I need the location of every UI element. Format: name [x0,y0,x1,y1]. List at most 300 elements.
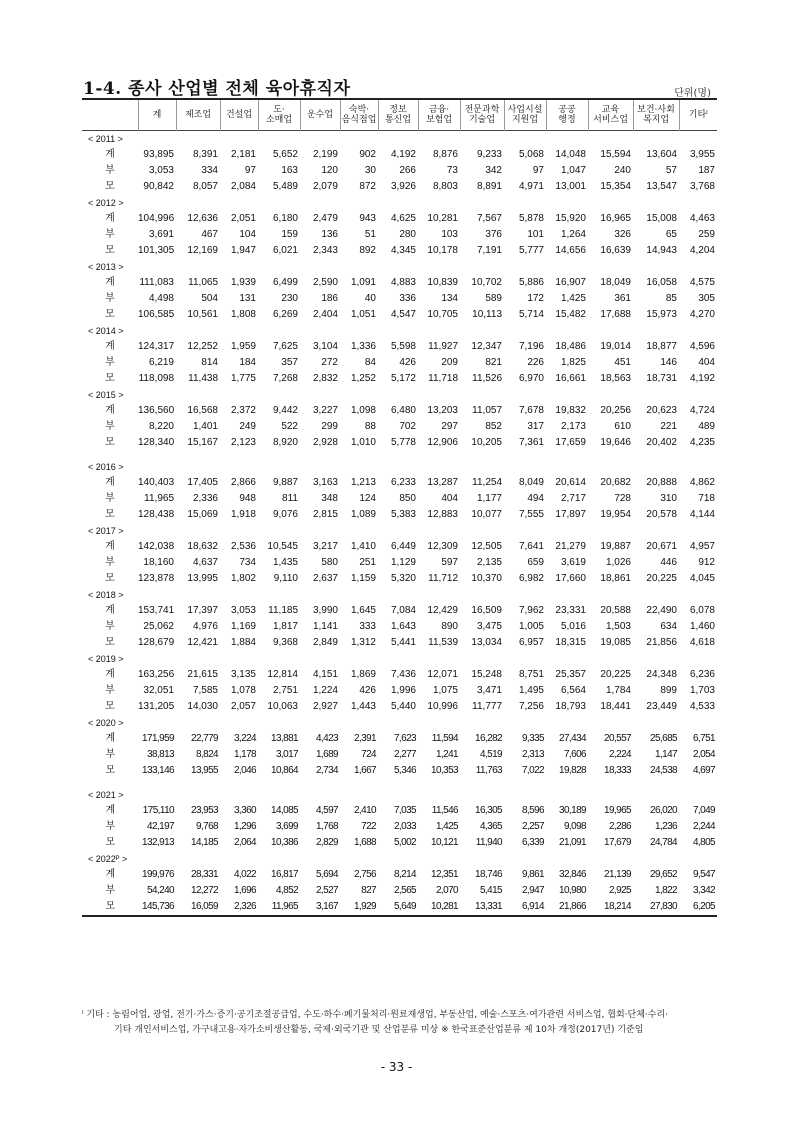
table-cell: 22,779 [191,733,218,744]
column-header: 금융· 보험업 [418,99,460,131]
footnote-line-2: 기타 개인서비스업, 가구내고용·자가소비생산활동, 국제·외국기관 및 산업분류 미상 ※ 한국표준산업분류 제 10차 개정(2017년) 기준임 [114,1025,644,1035]
table-cell: 134 [441,293,458,304]
table-cell: 4,365 [479,821,502,832]
table-cell: 890 [441,621,458,632]
table-cell: 2,054 [692,749,715,760]
table-row [82,435,717,451]
table-cell: 120 [321,165,338,176]
table-cell: 4,625 [390,213,416,224]
table-cell: 1,703 [689,685,715,696]
table-cell: 15,069 [187,509,218,520]
table-cell: 451 [614,357,631,368]
table-cell: 1,939 [230,277,256,288]
table-cell: 3,471 [476,685,502,696]
table-cell: 13,547 [646,181,677,192]
table-cell: 101 [527,229,544,240]
table-cell: 20,578 [646,509,677,520]
row-label: 모 [105,765,115,776]
table-cell: 3,342 [692,885,715,896]
table-cell: 404 [698,357,715,368]
table-cell: 184 [239,357,256,368]
row-label: 부 [105,293,115,304]
table-cell: 348 [321,493,338,504]
table-cell: 19,014 [600,341,631,352]
table-row [82,683,717,699]
table-cell: 16,965 [600,213,631,224]
table-cell: 2,257 [521,821,544,832]
row-label: 부 [105,885,115,896]
table-cell: 22,490 [646,605,677,616]
table-row [82,747,717,763]
table-cell: 3,017 [275,749,298,760]
year-label: < 2016 > [88,462,124,472]
table-cell: 209 [441,357,458,368]
table-cell: 4,971 [518,181,544,192]
table-cell: 10,113 [472,309,502,320]
table-cell: 2,051 [230,213,256,224]
table-cell: 5,878 [518,213,544,224]
table-cell: 4,192 [390,149,416,160]
table-cell: 7,191 [476,245,502,256]
table-cell: 1,643 [390,621,416,632]
table-cell: 4,045 [689,573,715,584]
table-cell: 3,691 [148,229,174,240]
table-cell: 103 [441,229,458,240]
table-cell: 1,401 [192,421,218,432]
table-cell: 15,248 [471,669,502,680]
table-cell: 28,331 [191,869,218,880]
table-cell: 11,185 [268,605,298,616]
table-cell: 2,928 [312,437,338,448]
row-label: 모 [105,701,115,712]
table-cell: 11,777 [472,701,502,712]
table-cell: 1,236 [654,821,677,832]
table-cell: 1,410 [350,541,376,552]
table-cell: 1,005 [518,621,544,632]
table-cell: 10,386 [271,837,298,848]
table-cell: 1,047 [560,165,586,176]
year-header-row [82,523,717,539]
table-cell: 10,864 [271,765,298,776]
table-cell: 6,236 [689,669,715,680]
table-cell: 912 [698,557,715,568]
table-cell: 18,731 [646,373,677,384]
table-cell: 827 [361,885,376,896]
table-cell: 5,441 [390,637,416,648]
row-label: 부 [105,685,115,696]
year-label: < 2012 > [88,198,124,208]
table-cell: 597 [441,557,458,568]
table-row [82,355,717,371]
table-cell: 131 [239,293,256,304]
column-header: 공공 행정 [546,99,588,131]
table-cell: 30 [364,165,376,176]
table-cell: 40 [364,293,376,304]
column-header: 전문과학 기술업 [460,99,504,131]
table-cell: 4,022 [233,869,256,880]
table-cell: 4,533 [689,701,715,712]
table-cell: 9,098 [563,821,586,832]
table-row [82,179,717,195]
row-label: 계 [105,405,115,416]
table-row [82,819,717,835]
row-label: 계 [105,341,115,352]
table-cell: 186 [321,293,338,304]
table-row [82,475,717,491]
table-cell: 6,078 [689,605,715,616]
table-cell: 19,646 [600,437,631,448]
table-cell: 10,545 [267,541,298,552]
table-cell: 2,199 [312,149,338,160]
table-cell: 4,724 [689,405,715,416]
table-cell: 6,957 [518,637,544,648]
table-cell: 18,563 [600,373,631,384]
table-cell: 16,661 [555,373,586,384]
table-cell: 20,623 [646,405,677,416]
table-cell: 118,098 [138,373,174,384]
table-cell: 13,034 [471,637,502,648]
table-cell: 266 [399,165,416,176]
table-cell: 11,438 [188,373,218,384]
table-row [82,539,717,555]
table-cell: 2,756 [353,869,376,880]
table-cell: 16,639 [600,245,631,256]
table-cell: 23,331 [555,605,586,616]
column-header: 제조업 [176,99,220,131]
table-cell: 6,449 [390,541,416,552]
table-cell: 10,121 [431,837,458,848]
table-cell: 5,777 [518,245,544,256]
row-label: 계 [105,669,115,680]
table-cell: 2,224 [608,749,631,760]
table-cell: 850 [399,493,416,504]
table-cell: 11,763 [475,765,502,776]
table-cell: 17,897 [555,509,586,520]
table-cell: 333 [359,621,376,632]
table-cell: 7,268 [272,373,298,384]
table-cell: 93,895 [143,149,174,160]
table-cell: 25,357 [555,669,586,680]
table-cell: 20,588 [600,605,631,616]
table-cell: 12,347 [471,341,502,352]
table-cell: 21,615 [187,669,218,680]
table-cell: 8,751 [518,669,544,680]
table-cell: 8,057 [192,181,218,192]
table-cell: 10,839 [427,277,458,288]
table-cell: 251 [359,557,376,568]
row-label: 계 [105,605,115,616]
table-cell: 3,619 [560,557,586,568]
table-cell: 5,778 [390,437,416,448]
table-cell: 5,694 [315,869,338,880]
table-cell: 1,435 [272,557,298,568]
table-row [82,571,717,587]
table-cell: 14,943 [646,245,677,256]
table-cell: 142,038 [138,541,175,552]
table-cell: 2,479 [312,213,338,224]
table-cell: 376 [485,229,502,240]
table-cell: 140,403 [138,477,175,488]
table-cell: 1,078 [230,685,256,696]
table-cell: 17,679 [604,837,631,848]
table-cell: 15,482 [555,309,586,320]
table-cell: 5,002 [393,837,416,848]
year-header-row [82,779,717,803]
table-cell: 106,585 [138,309,175,320]
table-cell: 4,575 [689,277,715,288]
page-number: - 33 - [380,1060,413,1074]
table-cell: 7,585 [192,685,218,696]
table-row [82,291,717,307]
table-cell: 2,565 [393,885,416,896]
table-cell: 702 [399,421,416,432]
data-table-container [82,98,717,917]
table-cell: 10,281 [427,213,458,224]
row-label: 모 [105,181,115,192]
table-cell: 23,953 [191,805,218,816]
row-label: 계 [105,733,115,744]
table-cell: 2,135 [476,557,502,568]
table-cell: 7,049 [692,805,715,816]
table-cell: 123,878 [138,573,175,584]
table-cell: 21,279 [555,541,586,552]
table-cell: 19,954 [600,509,631,520]
table-cell: 42,197 [147,821,174,832]
table-cell: 659 [527,557,544,568]
table-cell: 8,824 [195,749,218,760]
table-cell: 8,391 [192,149,218,160]
row-label: 계 [105,869,115,880]
table-cell: 124 [359,493,376,504]
table-cell: 18,877 [646,341,677,352]
year-label: < 2011 > [88,134,123,144]
table-cell: 16,058 [646,277,677,288]
table-cell: 12,636 [187,213,218,224]
table-cell: 1,443 [350,701,376,712]
table-cell: 13,001 [555,181,586,192]
table-cell: 6,180 [272,213,298,224]
table-cell: 1,929 [353,901,376,912]
table-cell: 12,814 [267,669,298,680]
table-cell: 18,049 [600,277,631,288]
table-cell: 16,305 [475,805,502,816]
table-cell: 21,091 [559,837,586,848]
table-cell: 3,475 [476,621,502,632]
table-cell: 1,336 [350,341,376,352]
table-cell: 6,339 [521,837,544,848]
table-cell: 10,353 [431,765,458,776]
table-cell: 718 [698,493,715,504]
table-cell: 1,495 [518,685,544,696]
table-cell: 11,594 [431,733,458,744]
table-cell: 9,076 [272,509,298,520]
table-cell: 4,463 [689,213,715,224]
table-cell: 1,010 [350,437,376,448]
table-cell: 159 [281,229,298,240]
table-cell: 580 [321,557,338,568]
table-cell: 11,940 [475,837,502,848]
table-cell: 1,075 [432,685,458,696]
table-cell: 2,286 [608,821,631,832]
table-cell: 326 [614,229,631,240]
table-cell: 1,147 [654,749,677,760]
table-cell: 2,410 [353,805,376,816]
table-cell: 336 [399,293,416,304]
table-cell: 20,402 [646,437,677,448]
table-cell: 361 [614,293,631,304]
table-cell: 240 [614,165,631,176]
table-cell: 4,852 [275,885,298,896]
table-cell: 73 [446,165,458,176]
table-cell: 5,068 [518,149,544,160]
table-cell: 4,597 [315,805,338,816]
table-cell: 14,656 [555,245,586,256]
table-row [82,419,717,435]
table-cell: 104,996 [138,213,175,224]
table-row [82,899,717,915]
table-row [82,603,717,619]
table-cell: 11,065 [188,277,218,288]
row-label: 계 [105,541,115,552]
row-label: 부 [105,749,115,760]
table-cell: 7,625 [272,341,298,352]
table-cell: 5,652 [272,149,298,160]
table-cell: 16,059 [191,901,218,912]
table-cell: 11,965 [271,901,298,912]
table-cell: 7,035 [393,805,416,816]
table-cell: 3,227 [312,405,338,416]
table-cell: 11,057 [472,405,502,416]
table-cell: 6,205 [692,901,715,912]
table-cell: 15,973 [646,309,677,320]
row-label: 모 [105,637,115,648]
table-cell: 1,802 [230,573,256,584]
unit-label: 단위(명) [674,88,711,99]
table-cell: 25,062 [143,621,174,632]
table-cell: 17,405 [187,477,218,488]
table-cell: 163 [281,165,298,176]
table-cell: 20,682 [600,477,631,488]
table-cell: 16,907 [555,277,586,288]
table-row [82,163,717,179]
table-cell: 1,696 [233,885,256,896]
table-row [82,211,717,227]
table-cell: 20,225 [600,669,631,680]
table-cell: 19,887 [600,541,631,552]
column-header: 운수업 [300,99,340,131]
table-cell: 13,881 [271,733,298,744]
table-cell: 19,965 [604,805,631,816]
table-cell: 734 [239,557,256,568]
table-cell: 299 [321,421,338,432]
table-cell: 280 [399,229,416,240]
table-cell: 902 [359,149,376,160]
table-cell: 297 [441,421,458,432]
table-cell: 7,256 [518,701,544,712]
table-cell: 1,241 [435,749,458,760]
table-cell: 589 [485,293,502,304]
table-cell: 7,555 [518,509,544,520]
table-cell: 4,862 [689,477,715,488]
table-cell: 1,177 [476,493,502,504]
table-cell: 3,224 [233,733,256,744]
table-cell: 12,272 [191,885,218,896]
table-cell: 23,449 [646,701,677,712]
table-cell: 3,163 [312,477,338,488]
table-row [82,371,717,387]
table-cell: 1,252 [350,373,376,384]
table-cell: 7,678 [518,405,544,416]
table-cell: 24,784 [650,837,677,848]
table-cell: 8,220 [148,421,174,432]
table-cell: 57 [665,165,677,176]
table-cell: 3,053 [148,165,174,176]
table-cell: 899 [660,685,677,696]
table-row [82,803,717,819]
table-cell: 2,313 [521,749,544,760]
year-header-row [82,387,717,403]
table-cell: 1,775 [230,373,256,384]
row-label: 계 [105,477,115,488]
table-cell: 724 [361,749,376,760]
table-cell: 54,240 [147,885,174,896]
table-cell: 8,049 [518,477,544,488]
table-cell: 187 [698,165,715,176]
row-label: 모 [105,509,115,520]
table-cell: 163,256 [138,669,175,680]
row-label: 모 [105,573,115,584]
row-label: 모 [105,373,115,384]
table-cell: 136,560 [138,405,175,416]
table-cell: 2,536 [230,541,256,552]
table-cell: 426 [359,685,376,696]
column-header: 숙박· 음식점업 [340,99,378,131]
table-cell: 21,139 [604,869,631,880]
table-cell: 131,205 [138,701,175,712]
table-cell: 1,808 [230,309,256,320]
table-cell: 12,071 [427,669,458,680]
table-cell: 16,509 [471,605,502,616]
table-cell: 84 [364,357,376,368]
table-cell: 872 [359,181,376,192]
table-cell: 2,637 [312,573,338,584]
table-cell: 1,129 [390,557,416,568]
table-cell: 948 [239,493,256,504]
table-cell: 2,815 [312,509,338,520]
table-cell: 128,438 [138,509,175,520]
table-cell: 7,084 [390,605,416,616]
table-cell: 2,046 [233,765,256,776]
table-cell: 1,869 [350,669,376,680]
table-cell: 2,123 [230,437,256,448]
table-cell: 9,233 [476,149,502,160]
column-header: 사업시설 지원업 [504,99,546,131]
table-cell: 11,718 [428,373,458,384]
table-cell: 5,415 [479,885,502,896]
table-cell: 18,315 [555,637,586,648]
table-cell: 8,876 [432,149,458,160]
table-cell: 404 [441,493,458,504]
footnote-line-1: ˡ 기타 : 농림어업, 광업, 전기·가스·증기·공기조절공급업, 수도·하수·폐기물처리·원료재생업, 부동산업, 예술·스포츠·여가관련 서비스업, 협회·단체·수리· [82,1010,669,1020]
table-cell: 4,618 [689,637,715,648]
table-cell: 10,980 [559,885,586,896]
table-cell: 14,048 [555,149,586,160]
table-cell: 1,996 [390,685,416,696]
row-label: 모 [105,245,115,256]
table-cell: 32,846 [559,869,586,880]
table-cell: 226 [527,357,544,368]
row-label: 계 [105,277,115,288]
